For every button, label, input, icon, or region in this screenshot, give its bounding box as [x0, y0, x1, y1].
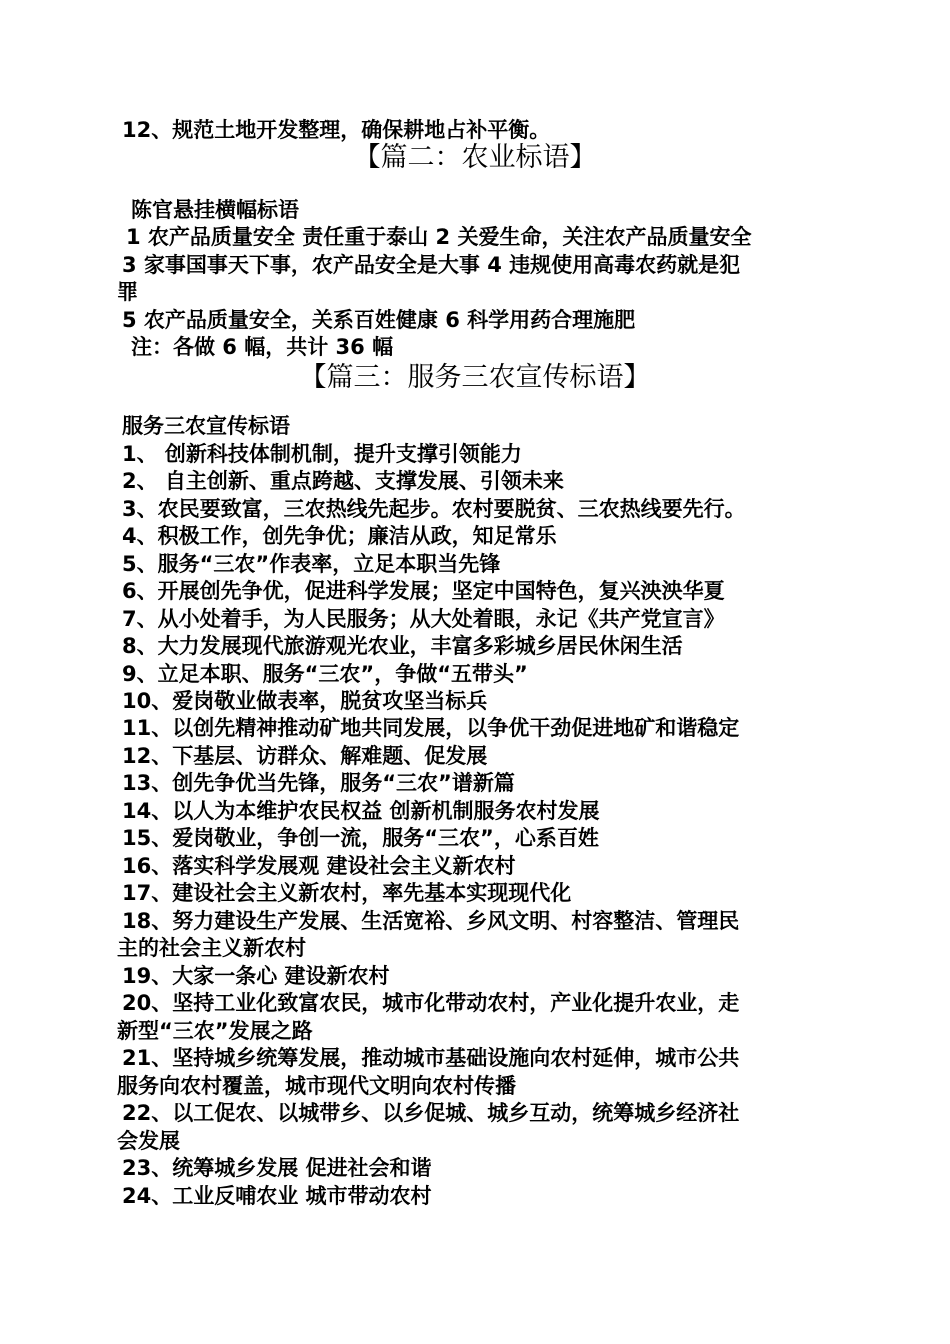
list-item: 2、 自主创新、重点跨越、支撑发展、引领未来 — [122, 469, 564, 493]
list-item-continuation: 新型“三农”发展之路 — [117, 1019, 313, 1043]
list-item: 7、从小处着手，为人民服务；从大处着眼，永记《共产党宣言》 — [122, 607, 725, 631]
list-item: 3、农民要致富，三农热线先起步。农村要脱贫、三农热线要先行。 — [122, 497, 746, 521]
text-line: 注：各做 6 幅，共计 36 幅 — [131, 335, 394, 359]
list-item: 8、大力发展现代旅游观光农业，丰富多彩城乡居民休闲生活 — [122, 634, 683, 658]
text-line: 罪 — [117, 280, 138, 304]
list-item: 4、积极工作，创先争优；廉洁从政，知足常乐 — [122, 524, 557, 548]
list-item: 11、以创先精神推动矿地共同发展，以争优干劲促进地矿和谐稳定 — [122, 716, 740, 740]
list-item: 12、下基层、访群众、解难题、促发展 — [122, 744, 488, 768]
text-line: 5 农产品质量安全，关系百姓健康 6 科学用药合理施肥 — [122, 308, 636, 332]
list-item: 9、立足本职、服务“三农”，争做“五带头” — [122, 662, 528, 686]
list-item: 1、 创新科技体制机制，提升支撑引领能力 — [122, 442, 522, 466]
list-item: 20、坚持工业化致富农民，城市化带动农村，产业化提升农业，走 — [122, 991, 740, 1015]
section-heading-2: 【篇二：农业标语】 — [353, 142, 597, 173]
slogan-item-12: 12、规范土地开发整理，确保耕地占补平衡。 — [122, 118, 551, 142]
section-subtitle-3: 服务三农宣传标语 — [122, 414, 290, 438]
list-item: 18、努力建设生产发展、生活宽裕、乡风文明、村容整洁、管理民 — [122, 909, 740, 933]
text-line: 1 农产品质量安全 责任重于泰山 2 关爱生命，关注农产品质量安全 — [126, 225, 752, 249]
list-item: 13、创先争优当先锋，服务“三农”谱新篇 — [122, 771, 515, 795]
list-item-continuation: 会发展 — [117, 1129, 180, 1153]
list-item: 15、爱岗敬业，争创一流，服务“三农”，心系百姓 — [122, 826, 599, 850]
list-item-continuation: 主的社会主义新农村 — [117, 936, 306, 960]
list-item: 22、以工促农、以城带乡、以乡促城、城乡互动，统筹城乡经济社 — [122, 1101, 740, 1125]
list-item: 17、建设社会主义新农村，率先基本实现现代化 — [122, 881, 572, 905]
section-subtitle-2: 陈官悬挂横幅标语 — [131, 198, 299, 222]
list-item: 6、开展创先争优，促进科学发展；坚定中国特色，复兴泱泱华夏 — [122, 579, 725, 603]
list-item: 5、服务“三农”作表率，立足本职当先锋 — [122, 552, 501, 576]
list-item: 10、爱岗敬业做表率，脱贫攻坚当标兵 — [122, 689, 488, 713]
list-item: 19、大家一条心 建设新农村 — [122, 964, 390, 988]
list-item: 14、以人为本维护农民权益 创新机制服务农村发展 — [122, 799, 600, 823]
text-line: 3 家事国事天下事，农产品安全是大事 4 违规使用高毒农药就是犯 — [122, 253, 741, 277]
list-item-continuation: 服务向农村覆盖，城市现代文明向农村传播 — [117, 1074, 516, 1098]
section-heading-3: 【篇三：服务三农宣传标语】 — [299, 362, 651, 393]
list-item: 23、统筹城乡发展 促进社会和谐 — [122, 1156, 432, 1180]
list-item: 21、坚持城乡统筹发展，推动城市基础设施向农村延伸，城市公共 — [122, 1046, 740, 1070]
list-item: 24、工业反哺农业 城市带动农村 — [122, 1184, 432, 1208]
list-item: 16、落实科学发展观 建设社会主义新农村 — [122, 854, 516, 878]
